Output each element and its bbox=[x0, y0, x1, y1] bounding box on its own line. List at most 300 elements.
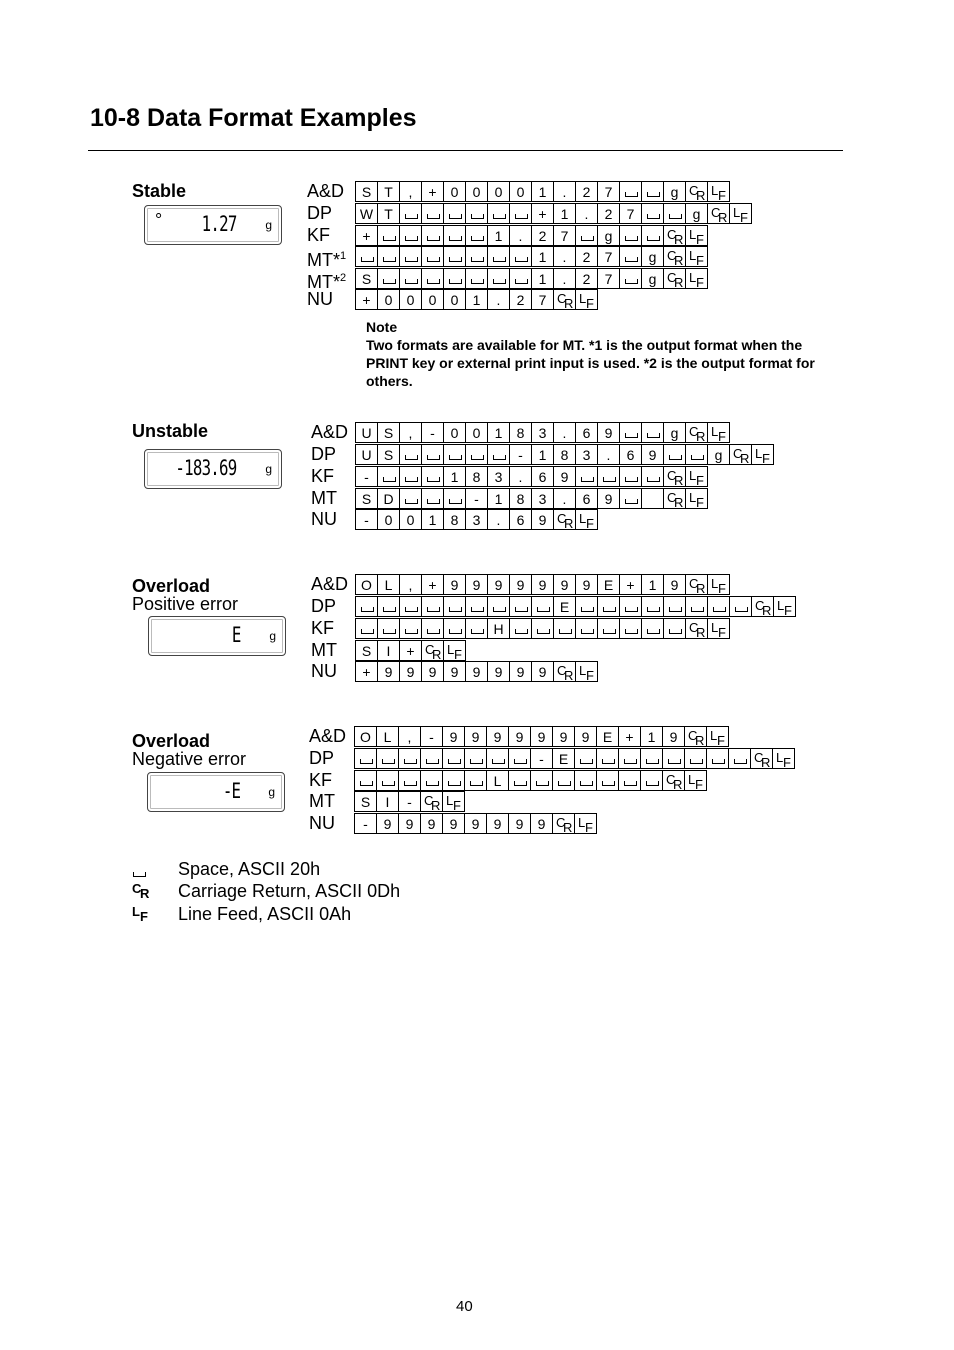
format-row bbox=[355, 618, 730, 640]
space-symbol bbox=[602, 759, 615, 764]
space-symbol bbox=[383, 236, 396, 241]
byte-cell: 6 bbox=[509, 509, 532, 530]
space-symbol bbox=[515, 607, 528, 612]
byte-cell bbox=[553, 661, 576, 682]
byte-cell bbox=[553, 289, 576, 310]
byte-cell bbox=[508, 770, 531, 791]
byte-cell bbox=[443, 225, 466, 246]
line-feed-symbol: L F bbox=[578, 815, 593, 835]
byte-cell bbox=[685, 181, 708, 202]
space-symbol bbox=[537, 629, 550, 634]
line-feed-symbol: L F bbox=[711, 576, 726, 596]
format-footnote-mark: 2 bbox=[340, 272, 347, 284]
byte-cell bbox=[420, 770, 443, 791]
byte-cell: 8 bbox=[465, 466, 488, 487]
format-name bbox=[311, 445, 336, 463]
byte-cell: - bbox=[420, 726, 443, 747]
format-name-text: MT* bbox=[307, 272, 340, 292]
byte-cell: 1 bbox=[531, 268, 554, 289]
byte-cell: - bbox=[421, 422, 444, 443]
space-symbol bbox=[580, 781, 593, 786]
byte-cell bbox=[421, 466, 444, 487]
space-symbol bbox=[383, 629, 396, 634]
byte-cell: 6 bbox=[619, 444, 642, 465]
byte-cell: I bbox=[376, 791, 399, 812]
space-symbol bbox=[405, 214, 418, 219]
format-row bbox=[355, 181, 730, 203]
byte-cell: 9 bbox=[442, 813, 465, 834]
byte-cell: 9 bbox=[531, 509, 554, 530]
format-name bbox=[311, 489, 337, 507]
byte-cell bbox=[729, 444, 752, 465]
byte-cell: 9 bbox=[553, 574, 576, 595]
byte-cell: . bbox=[553, 422, 576, 443]
byte-cell: . bbox=[509, 466, 532, 487]
format-row bbox=[355, 466, 708, 488]
byte-cell bbox=[707, 422, 730, 443]
byte-cell bbox=[465, 203, 488, 224]
byte-cell: 0 bbox=[421, 289, 444, 310]
byte-cell: . bbox=[553, 488, 576, 509]
byte-cell: 9 bbox=[487, 574, 510, 595]
byte-cell bbox=[596, 748, 619, 769]
byte-cell: , bbox=[399, 181, 422, 202]
carriage-return-symbol: C R bbox=[667, 248, 684, 268]
byte-cell: 3 bbox=[487, 466, 510, 487]
space-symbol bbox=[624, 781, 637, 786]
byte-cell: + bbox=[531, 203, 554, 224]
section-label: Stable bbox=[132, 181, 187, 201]
carriage-return-symbol: C R bbox=[557, 663, 574, 683]
carriage-return-symbol: C R bbox=[666, 772, 683, 792]
byte-cell bbox=[465, 225, 488, 246]
carriage-return-symbol: C R bbox=[424, 793, 441, 813]
space-symbol bbox=[559, 629, 572, 634]
byte-cell bbox=[597, 596, 620, 617]
byte-cell bbox=[377, 596, 400, 617]
space-symbol bbox=[625, 477, 638, 482]
space-symbol bbox=[625, 607, 638, 612]
byte-cell bbox=[618, 748, 641, 769]
byte-cell bbox=[619, 422, 642, 443]
byte-cell: . bbox=[553, 181, 576, 202]
byte-cell bbox=[421, 618, 444, 639]
space-symbol bbox=[427, 629, 440, 634]
space-symbol bbox=[603, 607, 616, 612]
space-symbol bbox=[625, 279, 638, 284]
byte-cell: 9 bbox=[574, 726, 597, 747]
section-sublabel: Positive error bbox=[132, 594, 239, 614]
byte-cell: 9 bbox=[465, 661, 488, 682]
space-symbol bbox=[514, 781, 527, 786]
balance-display bbox=[144, 205, 282, 245]
byte-cell: 9 bbox=[509, 661, 532, 682]
stable-mark-icon: ° bbox=[155, 210, 163, 230]
space-symbol bbox=[448, 759, 461, 764]
byte-cell bbox=[443, 596, 466, 617]
byte-cell bbox=[398, 748, 421, 769]
carriage-return-symbol: C R bbox=[755, 598, 772, 618]
space-symbol bbox=[647, 236, 660, 241]
space-symbol bbox=[360, 781, 373, 786]
byte-cell: T bbox=[377, 181, 400, 202]
byte-cell: + bbox=[421, 181, 444, 202]
space-symbol bbox=[361, 257, 374, 262]
byte-cell: 1 bbox=[531, 246, 554, 267]
space-symbol bbox=[625, 499, 638, 504]
note-text: Two formats are available for MT. *1 is the output format when the PRINT key or external print input is used. *2 is the output format for others. bbox=[366, 337, 815, 389]
byte-cell bbox=[443, 640, 466, 661]
space-symbol bbox=[514, 759, 527, 764]
space-symbol bbox=[493, 279, 506, 284]
format-row bbox=[354, 770, 707, 792]
space-symbol bbox=[581, 607, 594, 612]
space-symbol bbox=[405, 499, 418, 504]
byte-cell bbox=[487, 203, 510, 224]
byte-cell bbox=[575, 466, 598, 487]
byte-cell: 9 bbox=[597, 488, 620, 509]
space-symbol bbox=[493, 214, 506, 219]
byte-cell bbox=[750, 748, 773, 769]
space-symbol bbox=[471, 257, 484, 262]
byte-cell: 9 bbox=[420, 813, 443, 834]
byte-cell: - bbox=[530, 748, 553, 769]
space-symbol bbox=[625, 433, 638, 438]
space-symbol bbox=[624, 759, 637, 764]
byte-cell: 9 bbox=[399, 661, 422, 682]
byte-cell bbox=[641, 203, 664, 224]
space-symbol bbox=[603, 629, 616, 634]
space-symbol bbox=[405, 236, 418, 241]
format-row bbox=[354, 813, 597, 835]
byte-cell bbox=[399, 203, 422, 224]
line-feed-symbol: L F bbox=[689, 270, 704, 290]
byte-cell: 1 bbox=[443, 466, 466, 487]
space-symbol bbox=[427, 607, 440, 612]
byte-cell: . bbox=[575, 203, 598, 224]
carriage-return-symbol: C R bbox=[754, 750, 771, 770]
legend-item bbox=[132, 881, 532, 903]
byte-cell bbox=[706, 726, 729, 747]
byte-cell: 9 bbox=[553, 466, 576, 487]
note bbox=[366, 318, 846, 390]
byte-cell: 2 bbox=[575, 246, 598, 267]
byte-cell bbox=[487, 268, 510, 289]
byte-cell: g bbox=[685, 203, 708, 224]
byte-cell: 0 bbox=[399, 289, 422, 310]
note-heading: Note bbox=[366, 319, 398, 335]
byte-cell: 9 bbox=[662, 726, 685, 747]
byte-cell: E bbox=[597, 574, 620, 595]
byte-cell bbox=[685, 596, 708, 617]
format-name bbox=[311, 641, 337, 659]
format-name bbox=[311, 510, 337, 528]
section-sublabel: Negative error bbox=[132, 749, 247, 769]
byte-cell: 0 bbox=[509, 181, 532, 202]
line-feed-symbol: L F bbox=[733, 205, 748, 225]
byte-cell bbox=[531, 618, 554, 639]
format-name bbox=[311, 619, 334, 637]
byte-cell bbox=[707, 596, 730, 617]
format-name-text: MT bbox=[311, 640, 337, 660]
format-name-text: KF bbox=[309, 770, 333, 790]
format-row bbox=[354, 748, 795, 770]
space-symbol bbox=[449, 499, 462, 504]
format-name-text: DP bbox=[311, 596, 337, 616]
byte-cell bbox=[685, 225, 708, 246]
byte-cell: S bbox=[355, 181, 378, 202]
byte-cell: g bbox=[597, 225, 620, 246]
legend-item bbox=[132, 904, 532, 926]
byte-cell: . bbox=[553, 268, 576, 289]
space-symbol bbox=[647, 214, 660, 219]
byte-cell bbox=[574, 813, 597, 834]
display-value: -183.69 bbox=[175, 456, 237, 480]
line-feed-symbol: L F bbox=[447, 642, 462, 662]
byte-cell bbox=[509, 203, 532, 224]
byte-cell: 2 bbox=[575, 181, 598, 202]
space-symbol bbox=[449, 629, 462, 634]
byte-cell bbox=[619, 246, 642, 267]
byte-cell bbox=[509, 268, 532, 289]
space-symbol bbox=[470, 759, 483, 764]
byte-cell bbox=[729, 203, 752, 224]
byte-cell bbox=[377, 618, 400, 639]
format-row bbox=[355, 574, 730, 596]
space-symbol bbox=[383, 257, 396, 262]
format-row bbox=[355, 661, 598, 683]
byte-cell bbox=[685, 422, 708, 443]
space-symbol bbox=[735, 607, 748, 612]
byte-cell: O bbox=[355, 574, 378, 595]
format-name-text: A&D bbox=[311, 574, 349, 594]
space-symbol bbox=[625, 192, 638, 197]
byte-cell: - bbox=[354, 813, 377, 834]
byte-cell bbox=[663, 618, 686, 639]
byte-cell bbox=[575, 225, 598, 246]
space-symbol bbox=[603, 477, 616, 482]
space-symbol bbox=[427, 455, 440, 460]
format-name-text: KF bbox=[311, 618, 335, 638]
byte-cell: + bbox=[399, 640, 422, 661]
byte-cell bbox=[465, 444, 488, 465]
format-name-text: KF bbox=[307, 225, 331, 245]
space-symbol bbox=[581, 236, 594, 241]
space-symbol bbox=[581, 477, 594, 482]
space-symbol bbox=[471, 455, 484, 460]
space-symbol bbox=[713, 607, 726, 612]
display-value: -E bbox=[222, 779, 240, 803]
space-symbol bbox=[647, 629, 660, 634]
byte-cell bbox=[421, 203, 444, 224]
byte-cell: E bbox=[552, 748, 575, 769]
space-symbol bbox=[647, 477, 660, 482]
byte-cell bbox=[377, 268, 400, 289]
byte-cell: 0 bbox=[377, 509, 400, 530]
byte-cell: 7 bbox=[553, 225, 576, 246]
space-symbol bbox=[448, 781, 461, 786]
byte-cell bbox=[509, 596, 532, 617]
space-symbol bbox=[471, 279, 484, 284]
space-symbol bbox=[449, 455, 462, 460]
byte-cell bbox=[420, 748, 443, 769]
legend-text: Space, ASCII 20h bbox=[178, 859, 321, 879]
balance-display bbox=[148, 616, 286, 656]
byte-cell bbox=[662, 748, 685, 769]
line-feed-symbol: L F bbox=[755, 446, 770, 466]
byte-cell bbox=[487, 246, 510, 267]
space-symbol bbox=[405, 477, 418, 482]
format-name-text: NU bbox=[311, 509, 337, 529]
byte-cell bbox=[685, 268, 708, 289]
line-feed-symbol: L F bbox=[777, 598, 792, 618]
byte-cell: 1 bbox=[487, 225, 510, 246]
byte-cell bbox=[640, 748, 663, 769]
space-symbol bbox=[361, 629, 374, 634]
byte-cell: 3 bbox=[531, 488, 554, 509]
format-name bbox=[307, 204, 332, 222]
legend-item bbox=[132, 859, 532, 881]
byte-cell bbox=[619, 618, 642, 639]
byte-cell bbox=[420, 791, 443, 812]
byte-cell: . bbox=[487, 509, 510, 530]
byte-cell bbox=[509, 618, 532, 639]
carriage-return-symbol: C R bbox=[689, 576, 706, 596]
balance-display bbox=[144, 449, 282, 489]
byte-cell: 9 bbox=[509, 574, 532, 595]
space-symbol bbox=[580, 759, 593, 764]
space-symbol bbox=[625, 629, 638, 634]
display-unit: g bbox=[268, 785, 275, 799]
byte-cell bbox=[685, 466, 708, 487]
byte-cell: 9 bbox=[530, 813, 553, 834]
byte-cell: H bbox=[487, 618, 510, 639]
line-feed-symbol: L F bbox=[688, 772, 703, 792]
byte-cell: . bbox=[597, 444, 620, 465]
byte-cell bbox=[376, 748, 399, 769]
carriage-return-symbol: C R bbox=[711, 205, 728, 225]
space-symbol bbox=[602, 781, 615, 786]
byte-cell bbox=[641, 225, 664, 246]
byte-cell: g bbox=[641, 246, 664, 267]
byte-cell: + bbox=[355, 225, 378, 246]
byte-cell: 1 bbox=[487, 422, 510, 443]
format-name-text: NU bbox=[307, 289, 333, 309]
format-name bbox=[311, 575, 348, 593]
byte-cell: 9 bbox=[531, 574, 554, 595]
byte-cell bbox=[399, 268, 422, 289]
line-feed-symbol: L F bbox=[689, 248, 704, 268]
byte-cell: . bbox=[509, 225, 532, 246]
byte-cell bbox=[421, 225, 444, 246]
space-symbol bbox=[493, 257, 506, 262]
byte-cell bbox=[684, 748, 707, 769]
section-label: Overload bbox=[132, 731, 211, 751]
carriage-return-symbol: C R bbox=[667, 468, 684, 488]
byte-cell bbox=[443, 488, 466, 509]
line-feed-symbol: L F bbox=[579, 511, 594, 531]
byte-cell: + bbox=[619, 574, 642, 595]
byte-cell bbox=[531, 596, 554, 617]
byte-cell: , bbox=[399, 422, 422, 443]
byte-cell bbox=[685, 574, 708, 595]
space-symbol bbox=[515, 629, 528, 634]
space-symbol bbox=[691, 455, 704, 460]
format-name bbox=[309, 771, 332, 789]
byte-cell: - bbox=[465, 488, 488, 509]
byte-cell: 3 bbox=[531, 422, 554, 443]
line-feed-symbol: L F bbox=[711, 620, 726, 640]
display-unit: g bbox=[265, 462, 272, 476]
byte-cell bbox=[399, 246, 422, 267]
byte-cell: 3 bbox=[575, 444, 598, 465]
format-name-text: DP bbox=[307, 203, 333, 223]
format-row bbox=[354, 726, 729, 748]
byte-cell: 0 bbox=[443, 289, 466, 310]
byte-cell bbox=[706, 748, 729, 769]
line-feed-symbol: L F bbox=[711, 424, 726, 444]
byte-cell bbox=[464, 748, 487, 769]
space-symbol bbox=[405, 257, 418, 262]
byte-cell bbox=[641, 488, 664, 509]
format-name bbox=[307, 247, 346, 269]
byte-cell bbox=[707, 618, 730, 639]
space-symbol bbox=[734, 759, 747, 764]
byte-cell bbox=[465, 618, 488, 639]
byte-cell bbox=[399, 225, 422, 246]
byte-cell: 1 bbox=[553, 203, 576, 224]
space-symbol bbox=[427, 477, 440, 482]
byte-cell: 9 bbox=[465, 574, 488, 595]
carriage-return-symbol: C R bbox=[689, 424, 706, 444]
line-feed-symbol: L F bbox=[711, 183, 726, 203]
space-symbol bbox=[493, 607, 506, 612]
byte-cell bbox=[443, 268, 466, 289]
byte-cell: 9 bbox=[443, 574, 466, 595]
byte-cell: 1 bbox=[487, 488, 510, 509]
byte-cell bbox=[707, 574, 730, 595]
byte-cell: + bbox=[355, 661, 378, 682]
byte-cell: , bbox=[399, 574, 422, 595]
format-row bbox=[355, 509, 598, 531]
format-name bbox=[307, 269, 346, 291]
byte-cell: - bbox=[509, 444, 532, 465]
space-symbol bbox=[382, 759, 395, 764]
byte-cell: 9 bbox=[641, 444, 664, 465]
format-name bbox=[311, 467, 334, 485]
byte-cell: 0 bbox=[443, 422, 466, 443]
byte-cell: S bbox=[377, 444, 400, 465]
byte-cell bbox=[355, 596, 378, 617]
carriage-return-symbol: C R bbox=[132, 881, 150, 901]
byte-cell bbox=[751, 596, 774, 617]
space-symbol bbox=[470, 781, 483, 786]
space-symbol bbox=[361, 607, 374, 612]
line-feed-symbol: L F bbox=[579, 291, 594, 311]
format-name bbox=[311, 662, 337, 680]
byte-cell: 1 bbox=[531, 444, 554, 465]
space-symbol bbox=[405, 455, 418, 460]
carriage-return-symbol: C R bbox=[689, 620, 706, 640]
format-name-text: NU bbox=[309, 813, 335, 833]
line-feed-symbol: L F bbox=[446, 793, 461, 813]
byte-cell: 7 bbox=[597, 246, 620, 267]
byte-cell bbox=[530, 770, 553, 791]
byte-cell bbox=[399, 488, 422, 509]
byte-cell bbox=[597, 618, 620, 639]
byte-cell: 0 bbox=[443, 181, 466, 202]
byte-cell: . bbox=[487, 289, 510, 310]
